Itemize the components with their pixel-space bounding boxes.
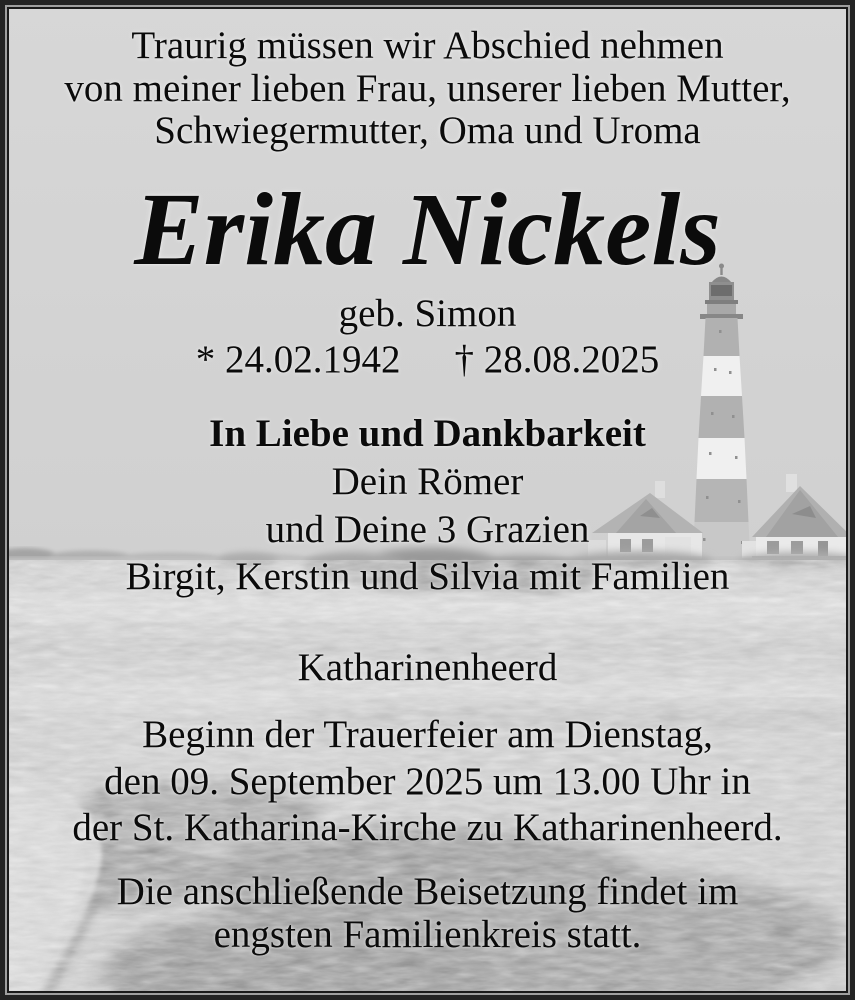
- intro-line-2: von meiner lieben Frau, unserer lieben Mutter,: [64, 66, 791, 110]
- death-date: † 28.08.2025: [454, 338, 660, 381]
- burial-line-2: engsten Familienkreis statt.: [213, 913, 642, 956]
- maiden-name: geb. Simon: [338, 292, 517, 335]
- burial-text: [12, 870, 843, 956]
- mourner-line-3: Birgit, Kerstin und Silvia mit Familien: [125, 555, 730, 598]
- service-line-1: Beginn der Trauerfeier am Dienstag,: [142, 713, 713, 756]
- burial-line-1: Die anschließende Beisetzung findet im: [116, 870, 739, 913]
- mourners-text: [12, 458, 843, 601]
- service-line-3: der St. Katharina-Kirche zu Katharinenheerd.: [72, 806, 783, 849]
- intro-line-3: Schwiegermutter, Oma und Uroma: [154, 109, 701, 152]
- deceased-name: Erika Nickels: [134, 172, 721, 287]
- mourner-line-1: Dein Römer: [331, 460, 524, 503]
- intro-line-1: Traurig müssen wir Abschied nehmen: [131, 24, 724, 67]
- mourner-line-2: und Deine 3 Grazien: [265, 507, 590, 551]
- intro-text: [12, 25, 843, 153]
- location-name: Katharinenheerd: [297, 646, 558, 689]
- life-dates: [12, 339, 843, 382]
- service-line-2: den 09. September 2025 um 13.00 Uhr in: [104, 759, 751, 803]
- funeral-service-text: [12, 712, 843, 852]
- birth-date: * 24.02.1942: [195, 338, 401, 381]
- closing-phrase: In Liebe und Dankbarkeit: [209, 412, 646, 455]
